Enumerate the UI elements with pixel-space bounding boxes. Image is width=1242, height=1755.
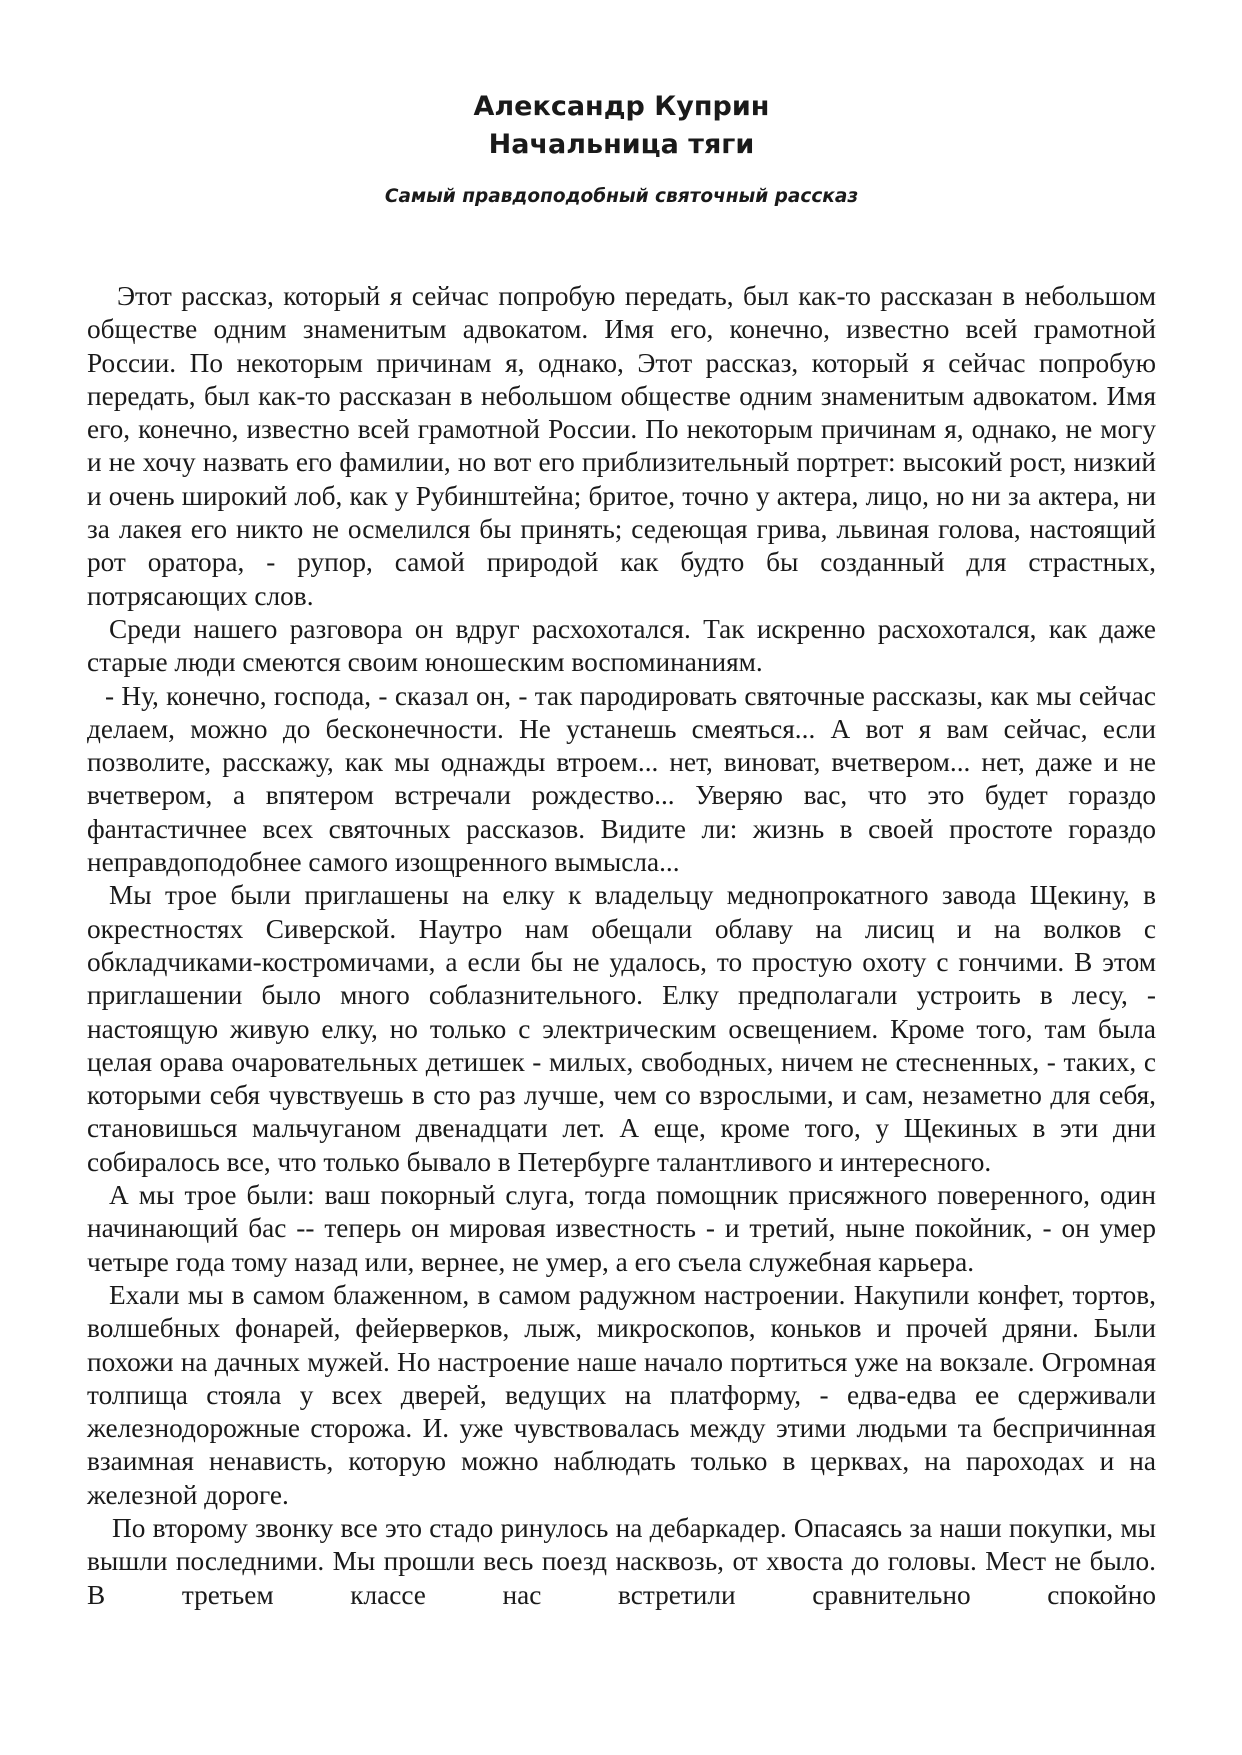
paragraph-6: Ехали мы в самом блаженном, в самом радужном настроении. Накупили конфет, тортов, волшебных фонарей, фейерверков, лыж, микроскопов, коньков и прочей дряни. Были похожи на дачных мужей. Но настроение наше начало портиться уже на вокзале. Огромная толпища стояла у всех дверей, ведущих на платформу, - едва-едва ее сдерживали железнодорожные сторожа. И. уже чувствовалась между этими людьми та беспричинная взаимная ненависть, которую можно наблюдать только в церквах, на пароходах и на железной дороге. (87, 1279, 1156, 1510)
paragraph-1: Этот рассказ, который я сейчас попробую передать, был как-то рассказан в небольшом обществе одним знаменитым адвокатом. Имя его, конечно, известно всей грамотной России. По некоторым причинам я, однако, Этот рассказ, который я сейчас попробую передать, был как-то рассказан в небольшом обществе одним знаменитым адвокатом. Имя его, конечно, известно всей грамотной России. По некоторым причинам я, однако, не могу и не хочу назвать его фамилии, но вот его приблизительный портрет: высокий рост, низкий и очень широкий лоб, как у Рубинштейна; бритое, точно у актера, лицо, но ни за актера, ни за лакея его никто не осмелился бы принять; седеющая грива, львиная голова, настоящий рот оратора, - рупор, самой природой как будто бы созданный для страстных, потрясающих слов. (87, 281, 1156, 611)
paragraph-3: - Ну, конечно, господа, - сказал он, - так пародировать святочные рассказы, как мы сейчас делаем, можно до бесконечности. Не устанешь смеяться... А вот я вам сейчас, если позволите, расскажу, как мы однажды втроем... нет, виноват, вчетвером... нет, даже и не вчетвером, а впятером встречали рождество... Уверяю вас, что это будет гораздо фантастичнее всех святочных рассказов. Видите ли: жизнь в своей простоте гораздо неправдоподобнее самого изощренного вымысла... (87, 680, 1156, 878)
document-header (87, 88, 1156, 210)
story-subtitle: Самый правдоподобный святочный рассказ (384, 186, 859, 207)
paragraph-2: Среди нашего разговора он вдруг расхохотался. Так искренно расхохотался, как даже старые люди смеются своим юношеским воспоминаниям. (87, 613, 1156, 678)
story-body (87, 280, 1156, 1612)
paragraph-5: А мы трое были: ваш покорный слуга, тогда помощник присяжного поверенного, один начинающий бас -- теперь он мировая известность - и третий, ныне покойник, - он умер четыре года тому назад или, вернее, не умер, а его съела служебная карьера. (87, 1180, 1156, 1277)
story-title: Начальница тяги (488, 129, 755, 160)
author-name: Александр Куприн (473, 91, 770, 122)
paragraph-4: Мы трое были приглашены на елку к владельцу меднопрокатного завода Щекину, в окрестностях Сиверской. Наутро нам обещали облаву на лисиц и на волков с обкладчиками-костромичами, а если бы не удалось, то простую охоту с гончими. В этом приглашении было много соблазнительного. Елку предполагали устроить в лесу, - настоящую живую елку, но только с электрическим освещением. Кроме того, там была целая орава очаровательных детишек - милых, свободных, ничем не стесненных, - таких, с которыми себя чувствуешь в сто раз лучше, чем со взрослыми, и сам, незаметно для себя, становишься мальчуганом двенадцати лет. А еще, кроме того, у Щекиных в эти дни собиралось все, что только бывало в Петербурге талантливого и интересного. (87, 880, 1156, 1177)
paragraph-7: По второму звонку все это стадо ринулось на дебаркадер. Опасаясь за наши покупки, мы вышли последними. Мы прошли весь поезд насквозь, от хвоста до головы. Мест не было. В третьем классе нас встретили сравнительно спокойно (87, 1512, 1156, 1610)
